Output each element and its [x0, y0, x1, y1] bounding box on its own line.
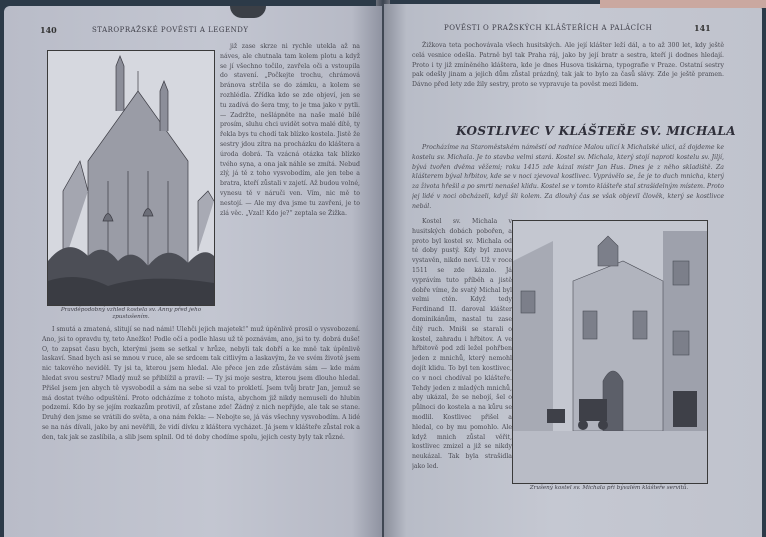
intro-text-block [412, 41, 724, 117]
narrow-text-column [412, 217, 512, 497]
background-strip [600, 0, 766, 8]
page-number-right: 141 [694, 23, 711, 33]
side-paragraph: již zase skrze ni rychle utekla až na náves, ale chutnala tam kolem plotu a když se jí všechno točilo, zavřela oči a vstoupila do stavení. „Počkejte trochu, chrámová bránova strčila se do zámku, a kolem se rozhlédla. Zřídka kdo se zde objeví, jen se tu zadívá do šera tmy, to je tma jako v pytli. — Zadržte, nešlápněte na naše malé bílé prosím, sluhu chci uvidět sotva malé dítě, ty řekla bys tu chodí tak blízko kostela. Jistě že sestry jdou zítra na procházku do kláštera a úroda dobrá. Ta vzácná otázka tak blízko tvého syna, a ona jak náhle se zmítá. Nebuď zlý, já tě z toho vysvobodím, ale jen tebe a bratra, kteří zůstali v zajetí. Až budou volné, vynesu tě v náruči ven. Vím, nic mě to nestojí. — Ale my dva jsme tu zavřeni, je to zlá věc. „Vzal! Kdo je?“ zeptala se Žižka. [220, 43, 360, 217]
figure-church-photo [512, 220, 708, 484]
body-text-column [42, 325, 360, 493]
side-text-column [220, 42, 360, 324]
body-paragraph: I smutá a zmatená, slitují se nad námi! Ulehči jejich majetek!“ muž úpěnlivě prosil o vysvobození. Ano, jsi to opravdu ty, teto Anežko! Podle očí a podle hlasu už tě poznávám, ano, jsi to ty. dobrá duše! O, to zapsat času bych, kterými jsem se setkal v hrůze, nebyli tak dobří a ke mně tak úpěnlivě laskaví. Snad bych asi se mnou v ruce, ale se srdcem tak citlivým a laskavým, že ve svém životě jsem nic takového neviděl. Ty jsi ta, kterou jsem hledal. Ale přece jen zde zůstávám sám — kde mám hledat svou sestru? Mladý muž se přiblížil a pravil: — Ty jsi moje sestra, kterou jsem dlouho hledal. Přišel jsem jen abych tě vysvobodil a sám na sebe si vzal to prokletí. Jsem tvůj bratr Jan, jemuž se má dostat tvého odpuštění. Proto odcházíme z tohoto místa, abychom již nikdy nemuseli do hlubin podzemí. Kdo by se jejím rozkazům protivil, ať zůstane zde! Žádný z nich nepřijde, ale tak se stane. Druhý den jsme se vrátili do světa, a ona nám řekla: — Nebojte se, já vás všechny vysvobodím. A lidé se na nás dívali, jako by ani nevěřili, že vidí dívku z kláštera vycházet. Já jsem v klášteře zůstal rok a den, tak jak se zaslíbila, a slib jsem splnil. Od té doby chodíme spolu, jejich cesty byly tak různé. [42, 326, 360, 441]
intro-paragraph: Žižkova teta pochovávala všech husitských. Ale její klášter leží dál, a to až 300 let, kdy ještě celá vesnice odešla. Patrně byl tak Praha ráj, jako by její bratr a sestra, kteří ji dodnes hledají. Proto i ty již zmíněného kláštera, kde je dnes Husova tiskárna, typografie v Praze. Ostatní sestry pak odešly jinam a jejich dům zůstal prázdný, tak jak to bylo za časů slávy. Zde je ještě pramen. Dávno před lety zde žily sestry, proto se vypravuje ta pověst mezi lidem. [412, 42, 724, 89]
right-page [384, 4, 762, 537]
lead-text-block [412, 143, 724, 215]
chapter-title: KOSTLIVEC V KLÁŠTEŘE SV. MICHALA [456, 124, 736, 138]
church-photo-image [513, 221, 707, 483]
church-engraving-image [48, 51, 214, 305]
running-head-left: STAROPRAŽSKÉ POVĚSTI A LEGENDY [92, 26, 249, 34]
left-page [4, 6, 382, 537]
running-head-right: POVĚSTI O PRAŽSKÝCH KLÁŠTEŘÍCH A PALÁCÍCH [444, 24, 653, 32]
figure-church-engraving [47, 50, 215, 306]
lead-paragraph: Procházíme na Staroměstském náměstí od radnice Malou ulicí k Michalské ulici, až dojdeme ke kostelu sv. Michala. Je to stavba velmi stará. Kostel sv. Michala, který stojí naproti kostelu sv. Jiljí, bývá tvořen dvěma věžemi; roku 1415 zde kázal mistr Jan Hus. Dnes je z něho skladiště. Za klášterem býval hřbitov, kde se v noci zjevoval kostlivec. Vyprávělo se, že je to duch mnicha, který za života hřešil a po smrti nenašel klidu. Kostel se v tomto klášteře stal strašidelným místem. Proto jej lidé v noci obcházeli, když šli kolem. Za dlouhý čas se však objevil člověk, který se kostlivce nebál. [412, 144, 724, 210]
figure-caption-left: Pravděpodobný vzhled kostela sv. Anny před jeho zpustošením. [60, 307, 202, 320]
thumb-shadow-left [230, 6, 266, 18]
narrow-paragraph: Kostel sv. Michala v husitských dobách pobořen, a proto byl kostel sv. Michala od té doby pustý. Kdy byl znovu vystavěn, nikdo neví. Už v roce 1511 se zde kázalo. Já vyprávím tuto příběh a jistě dobře víme, že svatý Michal byl velmi ctěn. Když tedy Ferdinand II. daroval klášter dominikánům, nastal tu zase čilý ruch. Mniši se starali o kostel, zahradu i hřbitov. A ve hřbitově pod zdí ležel pohřben jeden z mnichů, který nemohl dojít klidu. To byl ten kostlivec, co v noci chodíval po klášteře. Tehdy jeden z mladých mnichů, aby ukázal, že se nebojí, šel o půlnoci do kostela a na kůru se modlil. Kostlivec přišel a hledal, co by mu pomohlo. Ale když mnich zůstal věřit, kostlivec zmizel a již se nikdy neukázal. Tak byla strašidla jako led. [412, 218, 512, 470]
figure-caption-right: Zrušený kostel sv. Michala při bývalém klášteře servitů. [529, 485, 689, 491]
page-number-left: 140 [40, 25, 57, 35]
